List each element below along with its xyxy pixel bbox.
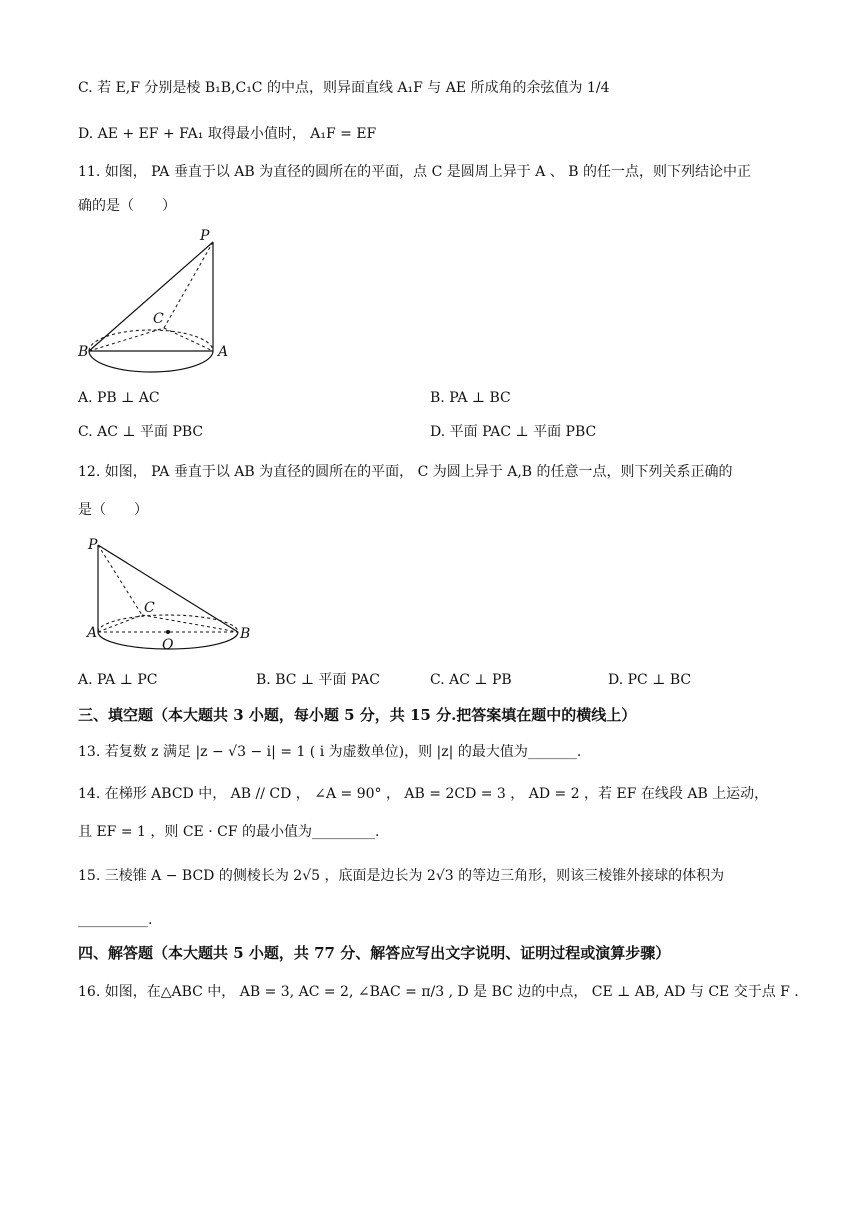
figure-11-label-b: B	[78, 344, 89, 360]
question-14-stem-cont: 且 EF = 1 ，则 CE · CF 的最小值为_________.	[78, 824, 380, 840]
question-11-stem: 11. 如图， PA 垂直于以 AB 为直径的圆所在的平面，点 C 是圆周上异于 A 、 B 的任一点，则下列结论中正	[78, 164, 751, 180]
question-15-answer-blank: __________.	[78, 912, 153, 928]
figure-12-label-a: A	[87, 625, 98, 641]
option-12d: D. PC ⊥ BC	[608, 672, 692, 688]
figure-12-label-b: B	[240, 626, 251, 642]
figure-11	[76, 228, 246, 378]
option-12b: B. BC ⊥ 平面 PAC	[256, 672, 380, 688]
question-14-stem: 14. 在梯形 ABCD 中， AB // CD ， ∠A = 90° ， AB = 2CD = 3 ， AD = 2 ，若 EF 在线段 AB 上运动，	[78, 786, 769, 802]
question-11-stem-cont: 确的是（ ）	[78, 198, 176, 214]
question-13: 13. 若复数 z 满足 |z − √3 − i| = 1 ( i 为虚数单位)，则 |z| 的最大值为_______.	[78, 744, 582, 760]
figure-12	[84, 532, 264, 657]
option-11d: D. 平面 PAC ⊥ 平面 PBC	[430, 424, 597, 440]
figure-11-label-c: C	[153, 311, 164, 327]
section-3-heading: 三、填空题（本大题共 3 小题，每小题 5 分，共 15 分.把答案填在题中的横线上）	[78, 706, 637, 724]
question-16: 16. 如图，在△ABC 中， AB = 3, AC = 2, ∠BAC = π/3 , D 是 BC 边的中点， CE ⊥ AB, AD 与 CE 交于点 F .	[78, 984, 799, 1000]
question-15-stem: 15. 三棱锥 A − BCD 的侧棱长为 2√5 ，底面是边长为 2√3 的等边三角形，则该三棱锥外接球的体积为	[78, 868, 725, 884]
figure-11-label-a: A	[218, 344, 229, 360]
option-11a: A. PB ⊥ AC	[78, 390, 160, 406]
figure-12-label-c: C	[144, 600, 155, 616]
option-12a: A. PA ⊥ PC	[78, 672, 158, 688]
section-4-heading: 四、解答题（本大题共 5 小题，共 77 分、解答应写出文字说明、证明过程或演算步骤）	[78, 944, 671, 962]
option-11b: B. PA ⊥ BC	[430, 390, 511, 406]
option-12c: C. AC ⊥ PB	[430, 672, 512, 688]
figure-11-label-p: P	[200, 228, 210, 244]
option-10c: C. 若 E,F 分别是棱 B₁B,C₁C 的中点，则异面直线 A₁F 与 AE 所成角的余弦值为 1/4	[78, 80, 610, 96]
question-12-stem: 12. 如图， PA 垂直于以 AB 为直径的圆所在的平面， C 为圆上异于 A,B 的任意一点，则下列关系正确的	[78, 464, 733, 480]
option-10d: D. AE + EF + FA₁ 取得最小值时， A₁F = EF	[78, 126, 377, 142]
figure-12-label-p: P	[88, 537, 98, 553]
option-11c: C. AC ⊥ 平面 PBC	[78, 424, 204, 440]
figure-12-label-o: O	[162, 637, 174, 653]
question-12-stem-cont: 是（ ）	[78, 502, 148, 518]
